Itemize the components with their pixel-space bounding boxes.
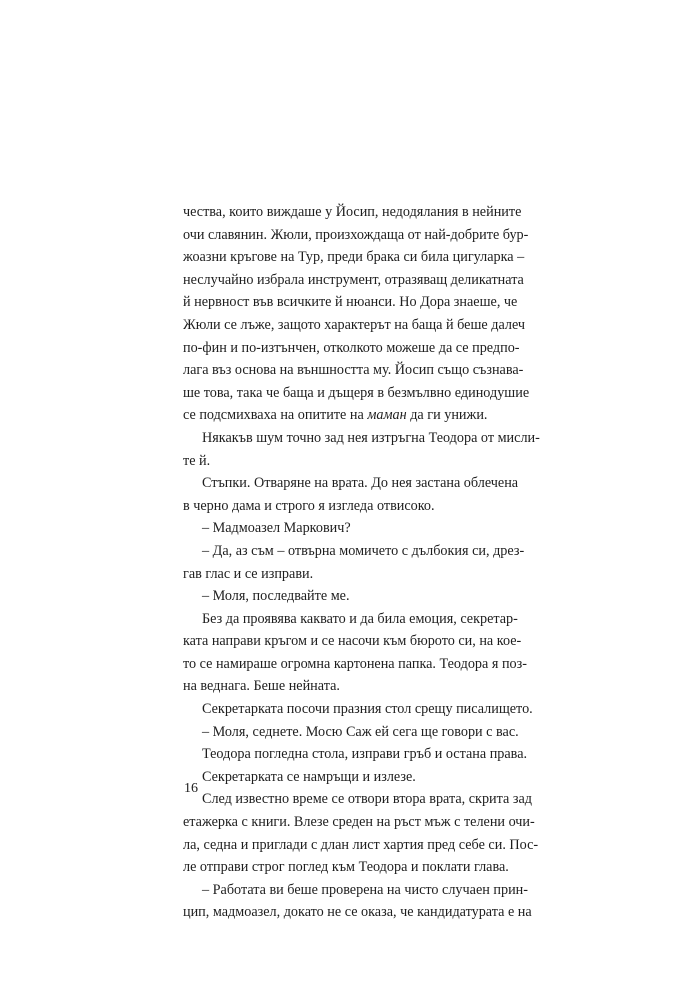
italic-word: маман	[367, 407, 407, 424]
text-line: чества, които виждаше у Йосип, недодялания в нейните	[183, 204, 522, 220]
text-line: Без да проявява каквато и да била емоция, секретар-	[202, 610, 518, 627]
text-line: те й.	[183, 452, 211, 469]
text-line: то се намираше огромна картонена папка. Теодора я поз-	[183, 655, 527, 672]
text-line: на веднага. Беше нейната.	[183, 678, 340, 695]
text-line: ла, седна и приглади с длан лист хартия пред себе си. Пос-	[183, 836, 539, 853]
text-line: етажерка с книги. Влезе среден на ръст мъж с телени очи-	[183, 814, 535, 831]
text-line: ката направи кръгом и се насочи към бюрото си, на кое-	[183, 633, 522, 650]
text-line: Някакъв шум точно зад нея изтръгна Теодора от мисли-	[202, 429, 540, 446]
text-line: – Да, аз съм – отвърна момичето с дълбокия си, дрез-	[202, 542, 525, 559]
text-line: цип, мадмоазел, докато не се оказа, че кандидатурата е на	[183, 904, 532, 921]
text-line: ле отправи строг поглед към Теодора и поклати глава.	[183, 859, 509, 876]
text-line: Секретарката се намръщи и излезе.	[202, 768, 416, 785]
text-line: – Работата ви беше проверена на чисто случаен прин-	[202, 881, 528, 898]
text-line: Жюли се лъже, защото характерът на баща й беше далеч	[183, 316, 526, 333]
text-segment: се подсмихваха на опитите на	[183, 407, 368, 424]
text-line: очи славянин. Жюли, произхождаща от най-добрите бур-	[183, 226, 529, 243]
text-line: – Моля, седнете. Мосю Саж ей сега ще говори с вас.	[202, 723, 519, 740]
text-line: неслучайно избрала инструмент, отразяващ деликатната	[183, 271, 524, 288]
text-line	[183, 404, 515, 427]
text-line: й нервност във всичките й нюанси. Но Дора знаеше, че	[183, 294, 518, 311]
text-line: След известно време се отвори втора врата, скрита зад	[202, 791, 532, 808]
text-line: – Мадмоазел Маркович?	[202, 520, 351, 537]
text-line: в черно дама и строго я изгледа отвисоко.	[183, 497, 435, 514]
text-line: Секретарката посочи празния стол срещу писалището.	[202, 701, 533, 718]
text-line: ше това, така че баща и дъщеря в безмълвно единодушие	[183, 384, 530, 401]
page-number: 16	[184, 781, 198, 796]
text-line: Теодора погледна стола, изправи гръб и остана права.	[202, 746, 528, 763]
text-line: – Моля, последвайте ме.	[202, 588, 350, 605]
text-line: Стъпки. Отваряне на врата. До нея застана облечена	[202, 475, 519, 492]
body-text	[183, 201, 540, 924]
text-line: по-фин и по-изтънчен, отколкото можеше да се предпо-	[183, 339, 520, 356]
text-segment: да ги унижи.	[406, 407, 488, 424]
text-line: гав глас и се изправи.	[183, 565, 314, 582]
text-line: лага въз основа на външността му. Йосип също съзнава-	[183, 362, 524, 379]
text-line: жоазни кръгове на Тур, преди брака си била цигуларка –	[183, 249, 525, 266]
